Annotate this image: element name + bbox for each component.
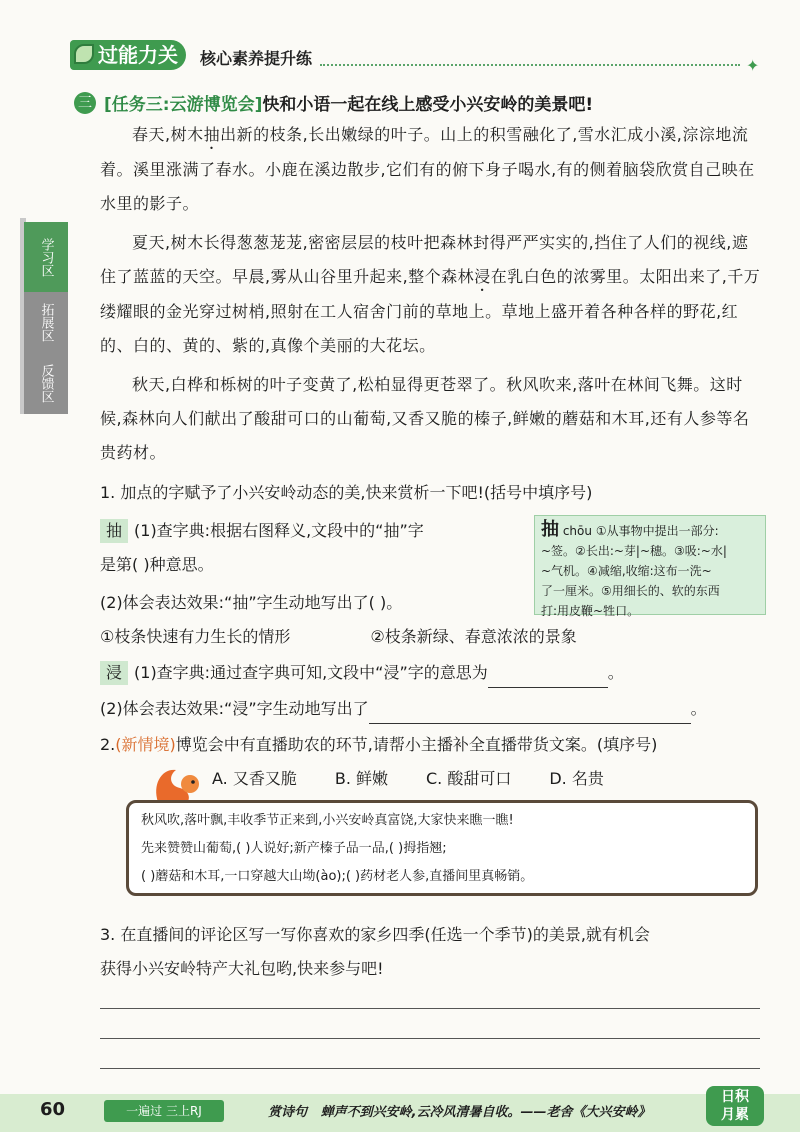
q2-options [212, 764, 772, 794]
section-subtitle: 核心素养提升练 [200, 49, 313, 68]
side-tab-feedback[interactable]: 反馈区 [24, 352, 68, 414]
new-context-tag: (新情境) [115, 735, 176, 754]
option-c: C. 酸甜可口 [426, 769, 512, 788]
passage-spring: 春天,树木抽出新的枝条,长出嫩绿的叶子。山上的积雪融化了,雪水汇成小溪,淙淙地流着。溪里涨满了春水。小鹿在溪边散步,它们有的俯下身子喝水,有的侧着脑袋欣赏自己映在水里的影子。 [100, 125, 755, 213]
side-tab-study[interactable]: 学习区 [24, 222, 68, 292]
footer-poem: 赏诗句 蝉声不到兴安岭,云冷风清暑自收。——老舍《大兴安岭》 [268, 1105, 651, 1120]
daily-accumulation-badge: 日积 月累 [706, 1086, 764, 1126]
side-tab-extend[interactable]: 拓展区 [24, 292, 68, 352]
page-number: 60 [40, 1099, 66, 1120]
q3-stem-line2: 获得小兴安岭特产大礼包哟,快来参与吧! [100, 959, 384, 978]
section-badge: 过能力关 [70, 40, 186, 70]
leaf-icon [74, 44, 94, 64]
option-1: ①枝条快速有力生长的情形 [100, 627, 291, 646]
dict-line: ~气机。④减缩,收缩:这布一洗~ [541, 564, 712, 578]
writing-line[interactable] [100, 1038, 760, 1039]
livestream-board [126, 800, 758, 896]
q1-jin-part1[interactable]: 浸 (1)查字典:通过查字典可知,文段中“浸”字的意思为 。 [100, 658, 780, 688]
dict-line: ~签。②长出:~芽|~穗。③吸:~水| [541, 544, 727, 558]
q1-chou-blank1[interactable]: 是第( )种意思。 [100, 555, 214, 574]
blank-line [369, 701, 691, 724]
writing-line[interactable] [100, 1008, 760, 1009]
dict-line: ①从事物中提出一部分: [595, 524, 719, 538]
dotted-char-chou: 抽 [203, 125, 221, 144]
option-d: D. 名贵 [549, 769, 604, 788]
task-number-badge: 三 [74, 92, 96, 114]
dotted-char-jin: 浸 [474, 267, 491, 286]
blank-line [488, 665, 608, 688]
writing-line[interactable] [100, 1068, 760, 1069]
dict-pinyin: chōu [562, 524, 592, 538]
q1-stem: 1. 加点的字赋予了小兴安岭动态的美,快来赏析一下吧!(括号中填序号) [100, 483, 593, 502]
passage-summer: 夏天,树木长得葱葱茏茏,密密层层的枝叶把森林封得严严实实的,挡住了人们的视线,遮住了蓝蓝的天空。早晨,雾从山谷里升起来,整个森林浸在乳白色的浓雾里。太阳出来了,千万缕耀眼的金光穿过树梢,照射在工人宿舍门前的草地上。草地上盛开着各种各样的野花,红的、白的、黄的、紫的,真像个美丽的大花坛。 [100, 233, 761, 355]
task-title [104, 90, 593, 115]
q1-chou-part2[interactable]: (2)体会表达效果:“抽”字生动地写出了( )。 [100, 593, 403, 612]
book-brand: 一遍过 三上RJ [104, 1100, 224, 1122]
dict-char: 抽 [541, 519, 559, 540]
task-prompt: 快和小语一起在线上感受小兴安岭的美景吧! [262, 95, 594, 115]
chou-tag: 抽 [100, 519, 128, 543]
dictionary-box [534, 515, 766, 618]
option-b: B. 鲜嫩 [334, 769, 388, 788]
q3-stem-line1: 3. 在直播间的评论区写一写你喜欢的家乡四季(任选一个季节)的美景,就有机会 [100, 925, 650, 944]
q1-options [100, 622, 780, 652]
header-divider [320, 64, 740, 66]
jin-tag: 浸 [100, 661, 128, 685]
dict-line: 了一厘米。⑤用细长的、软的东西 [541, 584, 720, 598]
star-icon: ✦ [746, 56, 760, 75]
dict-line: 打:用皮鞭~牲口。 [541, 604, 640, 618]
option-2: ②枝条新绿、春意浓浓的景象 [370, 627, 577, 646]
q1-jin-part2[interactable]: (2)体会表达效果:“浸”字生动地写出了 。 [100, 694, 780, 724]
option-a: A. 又香又脆 [212, 769, 297, 788]
board-line: 秋风吹,落叶飘,丰收季节正来到,小兴安岭真富饶,大家快来瞧一瞧! [141, 813, 514, 828]
board-line[interactable]: 先来赞赞山葡萄,( )人说好;新产榛子品一品,( )拇指翘; [141, 841, 447, 856]
task-label: [任务三:云游博览会] [104, 95, 263, 115]
board-line[interactable]: ( )蘑菇和木耳,一口穿越大山坳(ào);( )药材老人参,直播间里真畅销。 [141, 869, 534, 884]
q1-chou-part1: 抽 (1)查字典:根据右图释义,文段中的“抽”字 [100, 516, 530, 546]
q2-stem: 2.(新情境)博览会中有直播助农的环节,请帮小主播补全直播带货文案。(填序号) [100, 735, 658, 754]
passage-autumn: 秋天,白桦和栎树的叶子变黄了,松柏显得更苍翠了。秋风吹来,落叶在林间飞舞。这时候,森林向人们献出了酸甜可口的山葡萄,又香又脆的榛子,鲜嫩的蘑菇和木耳,还有人参等名贵药材。 [100, 375, 750, 462]
